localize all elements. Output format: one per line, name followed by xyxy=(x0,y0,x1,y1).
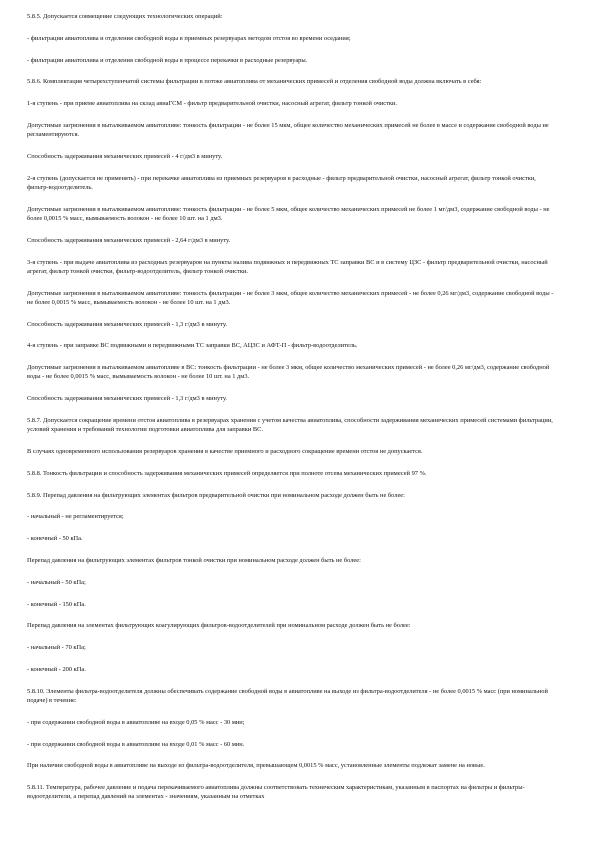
paragraph: 5.8.5. Допускается совмещение следующих технологических операций: xyxy=(27,13,223,20)
paragraph: - конечный - 150 кПа. xyxy=(27,600,86,608)
paragraph: - при содержании свободной воды в авиатопливе на входе 0,05 % масс - 30 мин; xyxy=(27,718,245,726)
paragraph: 4-я ступень - при заправке ВС подвижными и передвижными ТС заправки ВС, АЦЗС и АФТ-П - фильтр-водоотделитель. xyxy=(27,342,358,350)
paragraph: Допустимые загрязнения в выталкиваемом авиатопливе в ВС: тонкость фильтрации - не более 3 мкм, общее количество механических примесей - не более 0,26 мг/дм3, содержание свободной воды - не более 0,0015 % масс, вымываемость волокон - не более 10 шт. на 1 дм3. xyxy=(27,364,550,381)
paragraph: 2-я ступень (допускается не применять) - при перекачке авиатоплива из приемных резервуаров в расходные - фильтр предварительной очистки, насосный агрегат, фильтр тонкой очистки, фильтр-водоотделитель. xyxy=(27,174,536,191)
paragraph: - фильтрации авиатоплива и отделения свободной воды в процессе перекачки в расходные резервуары. xyxy=(27,56,308,64)
paragraph: Допустимые загрязнения в выталкиваемом авиатопливе: тонкость фильтрации - не более 15 мкм, общее количество механических примесей не более в массе и содержание свободной воды не регламентируются. xyxy=(27,121,549,139)
paragraph: Перепад давления на элементах фильтрующих коагулирующих фильтров-водоотделителей при номинальном расходе должен быть не более: xyxy=(27,622,411,630)
paragraph: - конечный - 50 кПа. xyxy=(27,535,83,543)
paragraph: Перепад давления на фильтрующих элементах фильтров тонкой очистки при номинальном расходе должен быть не более: xyxy=(27,556,361,564)
paragraph: 5.8.11. Температура, рабочее давление и подача перекачиваемого авиатоплива должны соответствовать техническим характеристикам, указанным в паспортах на фильтры и фильтры-водоотделители, а перепад давлений на элементах - значениям, указанным на отметках xyxy=(27,784,525,801)
paragraph: Допустимые загрязнения в выталкиваемом авиатопливе: тонкость фильтрации - не более 3 мкм, общее количество механических примесей - не более 0,26 мг/дм3, содержание свободной воды - не более 0,0015 % масс, вымываемость волокон - не более 10 шт. на 1 дм3. xyxy=(27,289,554,306)
paragraph: 5.8.7. Допускается сокращение времени отстоя авиатоплива в резервуарах хранения с учетом качества авиатоплива, способности задерживания механических примесей системами фильтрации, условий хранения и требований технологии подготовки авиатоплива для заправки ВС. xyxy=(27,416,553,434)
paragraph: 5.8.6. Комплектация четырехступенчатой системы фильтрации в потоке авиатоплива от механических примесей и отделения свободной воды должна включать в себя: xyxy=(27,78,482,86)
paragraph: 3-я ступень - при выдаче авиатоплива из расходных резервуаров на пункты налива подвижных и передвижных ТС заправки ВС и в систему ЦЗС - фильтр предварительной очистки, насосный агрегат, фильтр тонкой очистки, фильтр-водоотделитель, фильтр тонкой очистки. xyxy=(27,258,548,275)
paragraph: 5.8.9. Перепад давления на фильтрующих элементах фильтров предварительной очистки при номинальном расходе должен быть не более: xyxy=(27,491,405,499)
paragraph: Способность задерживания механических примесей - 4 г/дм3 в минуту. xyxy=(27,152,223,160)
paragraph: - фильтрации авиатоплива и отделения свободной воды в приемных резервуарах методом отстоя во времени оседания; xyxy=(27,34,351,42)
paragraph: - при содержании свободной воды в авиатопливе на входе 0,01 % масс - 60 мин. xyxy=(27,740,245,748)
paragraph: 5.8.10. Элементы фильтра-водоотделителя должны обеспечивать содержание свободной воды в авиатопливе на выходе из фильтра-водоотделителя - не более 0,0015 % масс (при номинальной подаче) в течение: xyxy=(27,687,548,704)
paragraph: 1-я ступень - при приеме авиатоплива на склад авиаГСМ - фильтр предварительной очистки, насосный агрегат, фильтр тонкой очистки. xyxy=(27,100,397,108)
paragraph: При наличии свободной воды в авиатопливе на выходе из фильтра-водоотделителя, превышающем 0,0015 % масс, установленные элементы подлежат замене на новые. xyxy=(27,762,485,770)
paragraph: Способность задерживания механических примесей - 1,3 г/дм3 в минуту. xyxy=(27,395,228,403)
paragraph: Допустимые загрязнения в выталкиваемом авиатопливе: тонкость фильтрации - не более 5 мкм, общее количество механических примесей не более 1 мг/дм3, содержание свободной воды - не более 0,0015 % масс, вымываемость волокон - не более 10 шт. на 1 дм3. xyxy=(27,205,550,222)
paragraph: - начальный - 70 кПа; xyxy=(27,644,86,652)
paragraph: 5.8.8. Тонкость фильтрации и способность задерживания механических примесей определяется при полноте отсева механических примесей 97 %. xyxy=(27,469,427,477)
paragraph: - конечный - 200 кПа. xyxy=(27,665,86,673)
paragraph: - начальный - 50 кПа; xyxy=(27,578,86,586)
paragraph: Способность задерживания механических примесей - 1,3 г/дм3 в минуту. xyxy=(27,320,228,328)
paragraph: В случаях одновременного использования резервуаров хранения в качестве приемного и расходного сокращение времени отстоя не допускается. xyxy=(27,447,423,455)
paragraph: - начальный - не регламентируется; xyxy=(27,513,124,521)
paragraph: Способность задерживания механических примесей - 2,64 г/дм3 в минуту. xyxy=(27,236,231,244)
